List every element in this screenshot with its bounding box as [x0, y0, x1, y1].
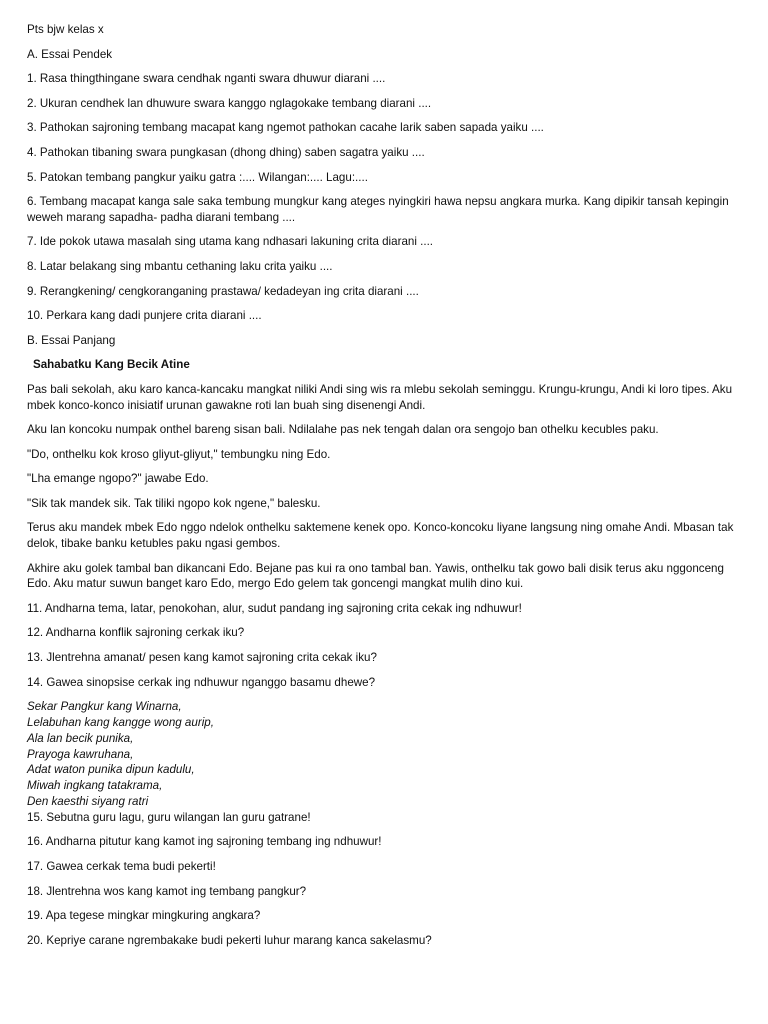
- story-dialogue: "Sik tak mandek sik. Tak tiliki ngopo kok ngene," balesku.: [27, 496, 321, 510]
- question-17: 17. Gawea cerkak tema budi pekerti!: [27, 859, 216, 873]
- question-7: 7. Ide pokok utawa masalah sing utama kang ndhasari lakuning crita diarani ....: [27, 235, 434, 249]
- poem-line: Prayoga kawruhana,: [27, 747, 134, 761]
- poem-line: Miwah ingkang tatakrama,: [27, 779, 163, 793]
- pangkur-poem: [27, 699, 743, 810]
- section-b-heading: B. Essai Panjang: [27, 333, 116, 347]
- question-20: 20. Kepriye carane ngrembakake budi pekerti luhur marang kanca sakelasmu?: [27, 933, 432, 947]
- poem-line: Ala lan becik punika,: [27, 731, 134, 745]
- question-2: 2. Ukuran cendhek lan dhuwure swara kanggo nglagokake tembang diarani ....: [27, 96, 432, 110]
- question-18: 18. Jlentrehna wos kang kamot ing tembang pangkur?: [27, 884, 307, 898]
- question-12: 12. Andharna konflik sajroning cerkak iku?: [27, 626, 245, 640]
- story-paragraph: Akhire aku golek tambal ban dikancani Edo. Bejane pas kui ra ono tambal ban. Yawis, onthelku tak gowo bali disik terus aku nggonceng Edo. Aku matur suwun banget karo Edo, mergo Edo gelem tak goncengi mangkat mulih dino kui.: [27, 561, 724, 591]
- story-paragraph: Terus aku mandek mbek Edo nggo ndelok onthelku saktemene kenek opo. Konco-koncoku liyane langsung ning omahe Andi. Mbasan tak delok, tibake banku ketubles paku ngasi gembos.: [27, 521, 734, 551]
- question-16: 16. Andharna pitutur kang kamot ing sajroning tembang ing ndhuwur!: [27, 835, 382, 849]
- question-6: 6. Tembang macapat kanga sale saka tembung mungkur kang ateges nyingkiri hawa nepsu angkara murka. Kang dipikir tansah kepingin weweh marang sapadha- padha diarani tembang ....: [27, 195, 729, 224]
- section-a-heading: A. Essai Pendek: [27, 47, 113, 61]
- poem-line: Adat waton punika dipun kadulu,: [27, 763, 195, 777]
- story-dialogue: "Do, onthelku kok kroso gliyut-gliyut," tembungku ning Edo.: [27, 447, 331, 461]
- question-13: 13. Jlentrehna amanat/ pesen kang kamot sajroning crita cekak iku?: [27, 651, 377, 665]
- question-4: 4. Pathokan tibaning swara pungkasan (dhong dhing) saben sagatra yaiku ....: [27, 145, 425, 159]
- question-3: 3. Pathokan sajroning tembang macapat kang ngemot pathokan cacahe larik saben sapada yaiku ....: [27, 121, 544, 135]
- question-11: 11. Andharna tema, latar, penokohan, alur, sudut pandang ing sajroning crita cekak ing ndhuwur!: [27, 601, 522, 615]
- poem-line: Lelabuhan kang kangge wong aurip,: [27, 716, 214, 730]
- document-title: Pts bjw kelas x: [27, 23, 104, 36]
- document-page: [27, 22, 743, 957]
- story-title: Sahabatku Kang Becik Atine: [33, 358, 190, 372]
- question-19: 19. Apa tegese mingkar mingkuring angkara?: [27, 909, 261, 923]
- question-5: 5. Patokan tembang pangkur yaiku gatra :.... Wilangan:.... Lagu:....: [27, 170, 368, 184]
- question-14: 14. Gawea sinopsise cerkak ing ndhuwur nganggo basamu dhewe?: [27, 675, 376, 689]
- poem-line: Sekar Pangkur kang Winarna,: [27, 700, 182, 714]
- poem-line: Den kaesthi siyang ratri: [27, 795, 149, 808]
- story-paragraph: Aku lan koncoku numpak onthel bareng sisan bali. Ndilalahe pas nek tengah dalan ora sengojo ban othelku kecubles paku.: [27, 423, 659, 437]
- question-15: 15. Sebutna guru lagu, guru wilangan lan guru gatrane!: [27, 810, 311, 824]
- question-10: 10. Perkara kang dadi punjere crita diarani ....: [27, 309, 262, 323]
- story-dialogue: "Lha emange ngopo?" jawabe Edo.: [27, 472, 209, 486]
- question-8: 8. Latar belakang sing mbantu cethaning laku crita yaiku ....: [27, 259, 333, 273]
- story-paragraph: Pas bali sekolah, aku karo kanca-kancaku mangkat niliki Andi sing wis ra mlebu sekolah seminggu. Krungu-krungu, Andi ki loro tipes. Aku mbek konco-konco inisiatif urunan gawakne roti lan buah sing disenengi Andi.: [27, 382, 733, 412]
- question-1: 1. Rasa thingthingane swara cendhak nganti swara dhuwur diarani ....: [27, 72, 386, 86]
- question-9: 9. Rerangkening/ cengkoranganing prastawa/ kedadeyan ing crita diarani ....: [27, 284, 419, 298]
